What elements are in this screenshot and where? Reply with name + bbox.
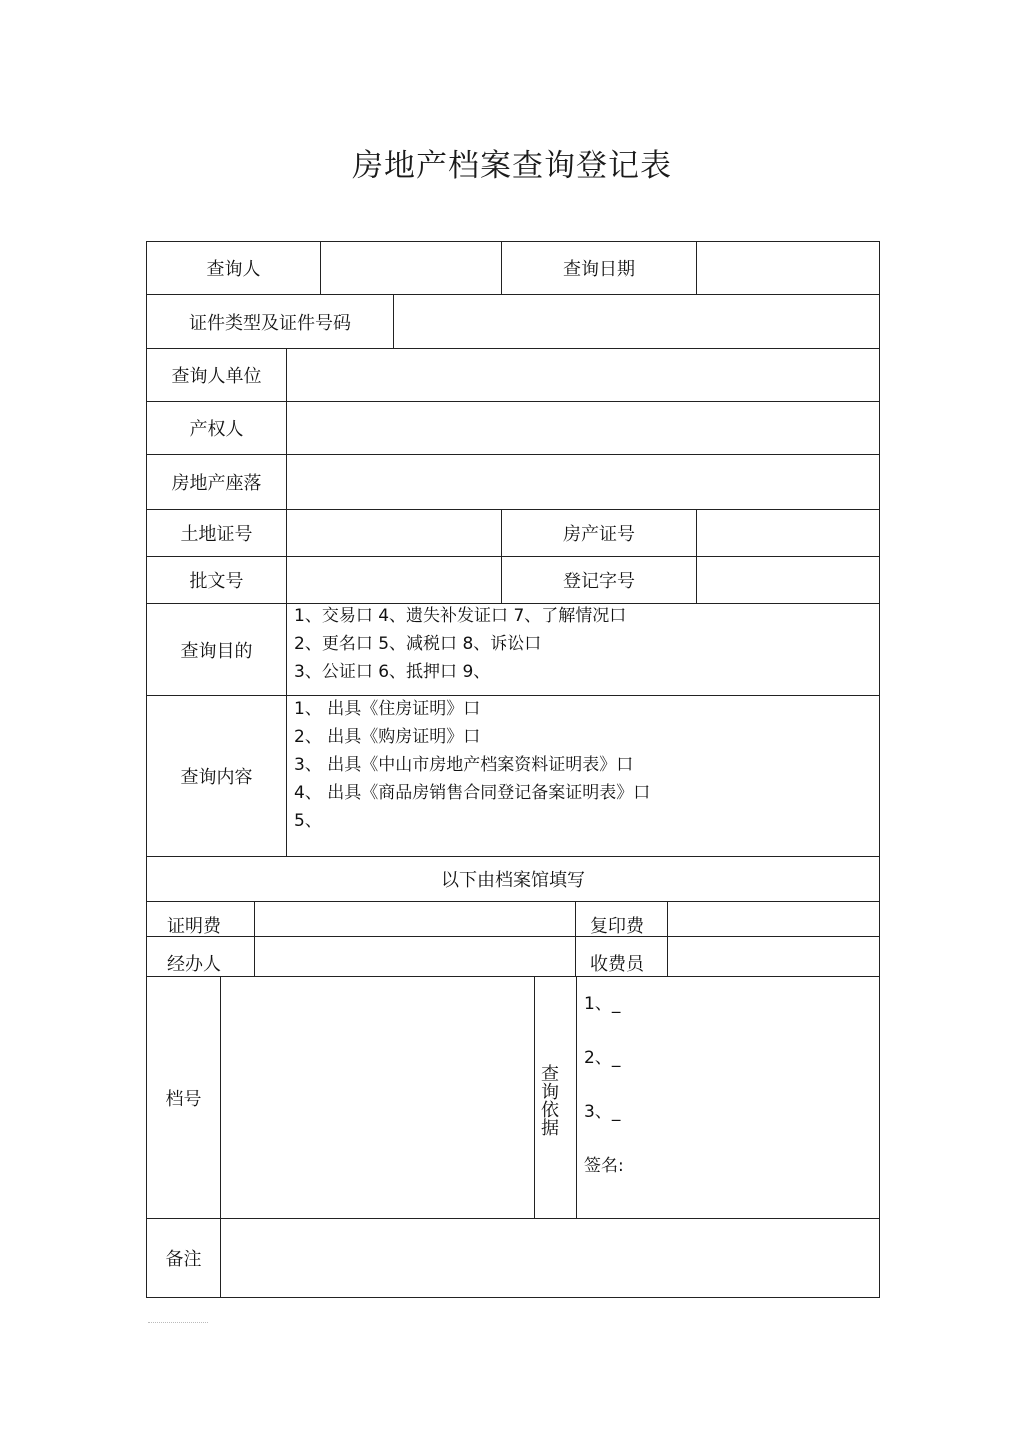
handler-field[interactable] — [255, 937, 575, 976]
content-options — [294, 695, 874, 835]
basis-items — [584, 990, 874, 1180]
form-border-right — [879, 241, 880, 1298]
signature-label[interactable]: 签名: — [584, 1156, 624, 1176]
location-label: 房地产座落 — [171, 473, 262, 494]
purpose-option-line[interactable]: 2、更名口 5、减税口 8、诉讼口 — [294, 634, 542, 654]
registration-no-field[interactable] — [697, 557, 879, 603]
query-date-field[interactable] — [697, 242, 879, 294]
basis-item[interactable]: 2、_ — [584, 1048, 621, 1068]
querier-unit-field[interactable] — [287, 349, 879, 401]
content-option-line[interactable]: 4、 出具《商品房销售合同登记备案证明表》口 — [294, 783, 651, 803]
content-option-line[interactable]: 2、 出具《购房证明》口 — [294, 727, 481, 747]
page-title: 房地产档案查询登记表 — [352, 148, 672, 184]
copy-fee-label: 复印费 — [590, 916, 644, 937]
owner-field[interactable] — [287, 402, 879, 454]
cashier-label: 收费员 — [590, 954, 644, 975]
land-cert-field[interactable] — [287, 510, 501, 556]
copy-fee-field[interactable] — [668, 902, 879, 936]
land-cert-label: 土地证号 — [180, 524, 253, 545]
approval-no-field[interactable] — [287, 557, 501, 603]
basis-label: 查询依据 — [538, 1064, 559, 1136]
purpose-option-line[interactable]: 3、公证口 6、抵押口 9、 — [294, 662, 491, 682]
handler-label: 经办人 — [167, 954, 221, 975]
house-cert-field[interactable] — [697, 510, 879, 556]
cashier-field[interactable] — [668, 937, 879, 976]
remarks-field[interactable] — [221, 1219, 879, 1297]
approval-no-label: 批文号 — [189, 571, 244, 592]
owner-label: 产权人 — [189, 419, 244, 440]
location-field[interactable] — [287, 455, 879, 509]
id-type-label: 证件类型及证件号码 — [189, 312, 351, 334]
col-divider — [576, 976, 577, 1219]
page-footer-dots — [148, 1322, 208, 1325]
cert-fee-field[interactable] — [255, 902, 575, 936]
form-border-bottom — [146, 1297, 880, 1298]
id-number-field[interactable] — [394, 295, 879, 348]
remarks-label: 备注 — [165, 1249, 202, 1270]
cert-fee-label: 证明费 — [167, 916, 221, 937]
archive-section-heading: 以下由档案馆填写 — [441, 870, 585, 891]
basis-item[interactable]: 1、_ — [584, 994, 621, 1014]
content-option-line[interactable]: 5、 — [294, 811, 322, 831]
querier-label: 查询人 — [206, 259, 261, 280]
querier-unit-label: 查询人单位 — [171, 366, 262, 387]
content-option-line[interactable]: 3、 出具《中山市房地产档案资料证明表》口 — [294, 755, 634, 775]
purpose-label: 查询目的 — [180, 640, 253, 662]
registration-no-label: 登记字号 — [563, 571, 635, 592]
query-date-label: 查询日期 — [563, 259, 635, 280]
content-label: 查询内容 — [180, 767, 253, 788]
file-no-field[interactable] — [221, 977, 534, 1218]
content-option-line[interactable]: 1、 出具《住房证明》口 — [294, 699, 481, 719]
basis-item[interactable]: 3、_ — [584, 1102, 621, 1122]
purpose-options — [294, 602, 874, 686]
purpose-option-line[interactable]: 1、交易口 4、遗失补发证口 7、了解情况口 — [294, 606, 627, 626]
file-no-label: 档号 — [165, 1088, 202, 1110]
house-cert-label: 房产证号 — [563, 524, 635, 545]
querier-field[interactable] — [321, 242, 501, 294]
